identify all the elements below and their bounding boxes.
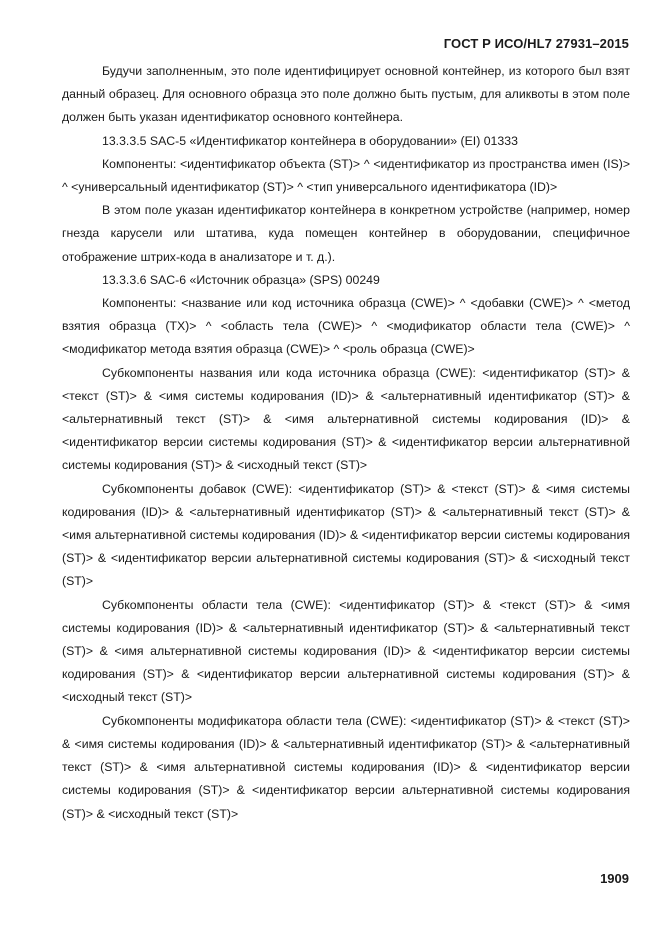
document-body [62,60,630,826]
paragraph-body-site-modifier-subcomponents: Субкомпоненты модификатора области тела (CWE): <идентификатор (ST)> & <текст (ST)> & <имя системы кодирования (ID)> & <альтернативный идентификатор (ST)> & <альтернативный текст (ST)> & <имя альтернативной системы кодирования (ID)> & <идентификатор версии системы кодирования (ST)> & <идентификатор версии альтернативной системы кодирования (ST)> & <исходный текст (ST)> [62,713,630,821]
paragraph-additives-subcomponents: Субкомпоненты добавок (CWE): <идентификатор (ST)> & <текст (ST)> & <имя системы кодирования (ID)> & <альтернативный идентификатор (ST)> & <альтернативный текст (ST)> & <имя альтернативной системы кодирования (ID)> & <идентификатор версии системы кодирования (ST)> & <идентификатор версии альтернативной системы кодирования (ST)> & <исходный текст (ST)> [62,481,630,589]
page-number: 1909 [600,871,629,886]
section-heading-sac-5: 13.3.3.5 SAC-5 «Идентификатор контейнера в оборудовании» (EI) 01333 [102,133,518,148]
paragraph-container-description: Будучи заполненным, это поле идентифицирует основной контейнер, из которого был взят данный образец. Для основного образца это поле должно быть пустым, для аликвоты в этом поле должен быть указан идентификатор основного контейнера. [62,64,630,125]
section-heading-sac-6: 13.3.3.6 SAC-6 «Источник образца» (SPS) 00249 [102,272,380,287]
paragraph-source-subcomponents: Субкомпоненты названия или кода источника образца (CWE): <идентификатор (ST)> & <текст (ST)> & <имя системы кодирования (ID)> & <альтернативный идентификатор (ST)> & <альтернативный текст (ST)> & <имя альтернативной системы кодирования (ID)> & <идентификатор версии системы кодирования (ST)> & <идентификатор версии альтернативной системы кодирования (ST)> & <исходный текст (ST)> [62,365,630,473]
paragraph-sac-5-description: В этом поле указан идентификатор контейнера в конкретном устройстве (например, номер гнезда карусели или штатива, куда помещен контейнер в оборудовании, специфичное отображение штрих-кода в анализаторе и т. д.). [62,203,630,264]
paragraph-sac-6-components: Компоненты: <название или код источника образца (CWE)> ^ <добавки (CWE)> ^ <метод взятия образца (TX)> ^ <область тела (CWE)> ^ <модификатор области тела (CWE)> ^ <модификатор метода взятия образца (CWE)> ^ <роль образца (CWE)> [62,296,630,357]
paragraph-body-site-subcomponents: Субкомпоненты области тела (CWE): <идентификатор (ST)> & <текст (ST)> & <имя системы кодирования (ID)> & <альтернативный идентификатор (ST)> & <альтернативный текст (ST)> & <имя альтернативной системы кодирования (ID)> & <идентификатор версии системы кодирования (ST)> & <идентификатор версии альтернативной системы кодирования (ST)> & <исходный текст (ST)> [62,597,630,705]
document-header: ГОСТ Р ИСО/HL7 27931–2015 [443,36,629,51]
paragraph-sac-5-components: Компоненты: <идентификатор объекта (ST)> ^ <идентификатор из пространства имен (IS)> ^ <универсальный идентификатор (ST)> ^ <тип универсального идентификатора (ID)> [62,156,630,195]
